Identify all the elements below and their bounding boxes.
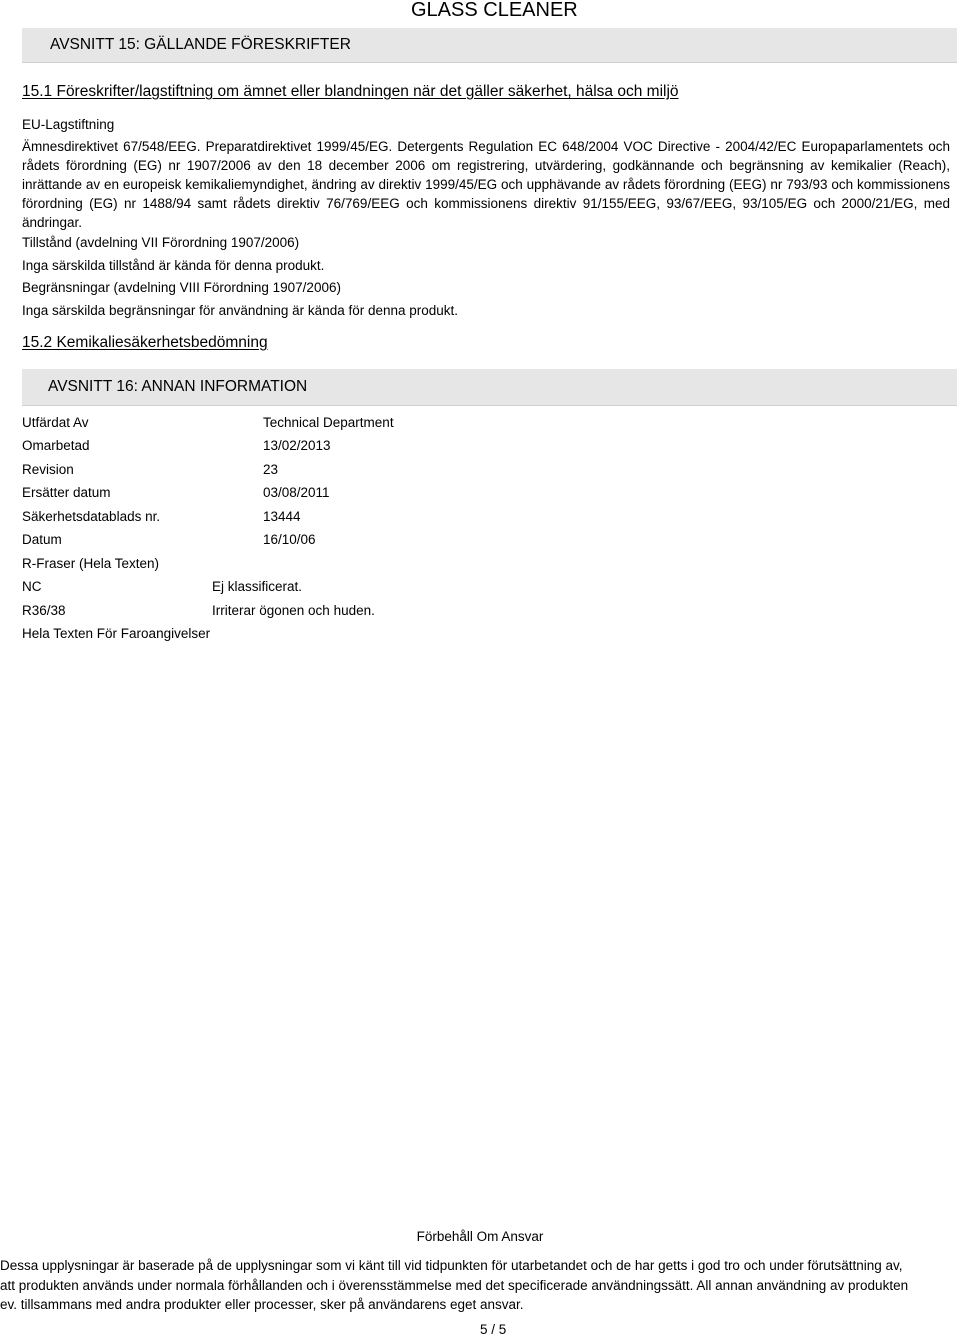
date-label: Datum [22,532,62,547]
supersedes-date-label: Ersätter datum [22,485,111,500]
eu-legislation-label: EU-Lagstiftning [22,117,115,132]
restriction-label: Begränsningar (avdelning VIII Förordning 1907/2006) [22,280,341,295]
section-16-header [22,369,957,406]
revised-value: 13/02/2013 [263,438,331,453]
section-15-header [22,28,957,63]
hazard-statements-label: Hela Texten För Faroangivelser [22,626,211,641]
r-phrase-code: R36/38 [22,603,66,618]
restriction-text: Inga särskilda begränsningar för användning är kända för denna produkt. [22,303,459,318]
disclaimer-text [0,1256,960,1315]
document-title: GLASS CLEANER [411,0,578,21]
subsection-15-1-title: 15.1 Föreskrifter/lagstiftning om ämnet eller blandningen när det gäller säkerhet, hälsa och miljö [22,83,679,100]
sds-number-value: 13444 [263,509,301,524]
r-phrase-code: NC [22,579,42,594]
section-15-title: AVSNITT 15: GÄLLANDE FÖRESKRIFTER [50,36,351,53]
eu-legislation-paragraph: Ämnesdirektivet 67/548/EEG. Preparatdirektivet 1999/45/EG. Detergents Regulation EC 648/2004 VOC Directive - 2004/42/EC Europaparlamentets och rådets förordning (EG) nr 1907/2006 av den 18 december 2006 om registrering, utvärdering, godkännande och begränsning av kemikalier (Reach), inrättande av en europeisk kemikaliemyndighet, ändring av direktiv 1999/45/EG och upphävande av rådets förordning (EEG) nr 793/93 och kommissionens förordning (EG) nr 1488/94 samt rådets direktiv 76/769/EEG och kommissionens direktiv 91/155/EEG, 93/67/EEG, 93/105/EG och 2000/21/EG, med ändringar. [22,139,950,230]
disclaimer-line: Dessa upplysningar är baserade på de upplysningar som vi känt till vid tidpunkten för utarbetandet och de har getts i god tro och under förutsättning av, [0,1258,903,1273]
page-number: 5 / 5 [480,1322,507,1337]
supersedes-date-value: 03/08/2011 [263,485,330,500]
disclaimer-title: Förbehåll Om Ansvar [416,1229,544,1244]
date-value: 16/10/06 [263,532,316,547]
sds-number-label: Säkerhetsdatablads nr. [22,509,161,524]
authorisation-label: Tillstånd (avdelning VII Förordning 1907/2006) [22,235,300,250]
subsection-15-2-title: 15.2 Kemikaliesäkerhetsbedömning [22,334,268,351]
disclaimer-line: ev. tillsammans med andra produkter eller processer, sker på användarens eget ansvar. [0,1297,524,1312]
issued-by-label: Utfärdat Av [22,415,89,430]
authorisation-text: Inga särskilda tillstånd är kända för denna produkt. [22,258,325,273]
r-phrase-text: Ej klassificerat. [212,579,303,594]
section-16-title: AVSNITT 16: ANNAN INFORMATION [48,378,308,395]
disclaimer-line: att produkten används under normala förhållanden och i överensstämmelse med det specificerade användningssätt. All annan användning av produkten [0,1277,909,1293]
r-phrases-label: R-Fraser (Hela Texten) [22,556,160,571]
revision-value: 23 [263,462,279,477]
r-phrase-text: Irriterar ögonen och huden. [212,603,375,618]
revised-label: Omarbetad [22,438,90,453]
issued-by-value: Technical Department [263,415,394,430]
revision-label: Revision [22,462,74,477]
